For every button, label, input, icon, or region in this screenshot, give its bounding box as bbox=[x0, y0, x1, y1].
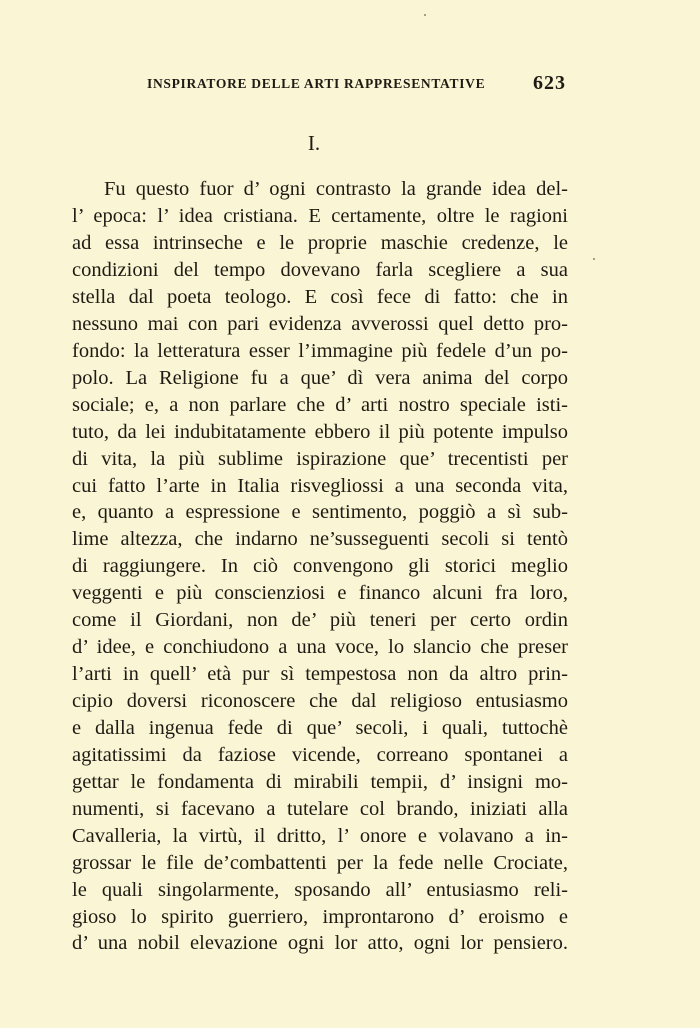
paper-speck bbox=[593, 258, 595, 260]
text-line: Cavalleria, la virtù, il dritto, l’ onore e volavano a in- bbox=[72, 824, 568, 847]
running-header-title: INSPIRATORE DELLE ARTI RAPPRESENTATIVE bbox=[147, 76, 486, 91]
text-line: stella dal poeta teologo. E così fece di fatto: che in bbox=[72, 285, 568, 308]
text-line: polo. La Religione fu a que’ dì vera anima del corpo bbox=[72, 366, 568, 389]
text-line: fondo: la letteratura esser l’immagine più fedele d’un po- bbox=[72, 339, 568, 362]
text-line: ad essa intrinseche e le proprie maschie credenze, le bbox=[72, 232, 568, 255]
text-line: di vita, la più sublime ispirazione que’ trecentisti per bbox=[72, 447, 568, 470]
text-line: d’ una nobil elevazione ogni lor atto, ogni lor pensiero. bbox=[72, 932, 568, 955]
paper-speck bbox=[424, 14, 426, 16]
text-line: e dalla ingenua fede di que’ secoli, i quali, tuttochè bbox=[72, 716, 568, 739]
text-line: l’ epoca: l’ idea cristiana. E certamente, oltre le ragioni bbox=[72, 205, 568, 228]
text-line: grossar le file de’combattenti per la fede nelle Crociate, bbox=[72, 851, 568, 874]
text-line: nessuno mai con pari evidenza avverossi quel detto pro- bbox=[72, 312, 568, 335]
text-line: cui fatto l’arte in Italia risvegliossi a una seconda vita, bbox=[72, 474, 568, 497]
text-line: d’ idee, e conchiudono a una voce, lo slancio che preser bbox=[72, 636, 568, 659]
text-line: condizioni del tempo dovevano farla scegliere a sua bbox=[72, 259, 568, 282]
text-line: di raggiungere. In ciò convengono gli storici meglio bbox=[72, 555, 568, 578]
text-line: Fu questo fuor d’ ogni contrasto la grande idea del- bbox=[104, 178, 568, 201]
body-paragraph bbox=[72, 176, 568, 957]
section-number: I. bbox=[307, 131, 321, 155]
text-line: veggenti e più conscienziosi e financo alcuni fra loro, bbox=[72, 582, 568, 605]
page-number: 623 bbox=[533, 72, 566, 94]
text-line: numenti, si facevano a tutelare col brando, iniziati alla bbox=[72, 797, 568, 820]
text-line: gettar le fondamenta di mirabili tempii, d’ insigni mo- bbox=[72, 770, 568, 793]
text-line: tuto, da lei indubitatamente ebbero il più potente impulso bbox=[72, 420, 568, 443]
text-line: sociale; e, a non parlare che d’ arti nostro speciale isti- bbox=[72, 393, 568, 416]
text-line: gioso lo spirito guerriero, improntarono d’ eroismo e bbox=[72, 905, 568, 928]
text-line: le quali singolarmente, sposando all’ entusiasmo reli- bbox=[72, 878, 568, 901]
text-line: lime altezza, che indarno ne’susseguenti secoli si tentò bbox=[72, 528, 568, 551]
text-line: e, quanto a espressione e sentimento, poggiò a sì sub- bbox=[72, 501, 568, 524]
text-line: agitatissimi da faziose vicende, correano spontanei a bbox=[72, 743, 568, 766]
text-line: come il Giordani, non de’ più teneri per certo ordin bbox=[72, 609, 568, 632]
text-line: cipio doversi riconoscere che dal religioso entusiasmo bbox=[72, 690, 568, 713]
text-line: l’arti in quell’ età pur sì tempestosa non da altro prin- bbox=[72, 663, 568, 686]
